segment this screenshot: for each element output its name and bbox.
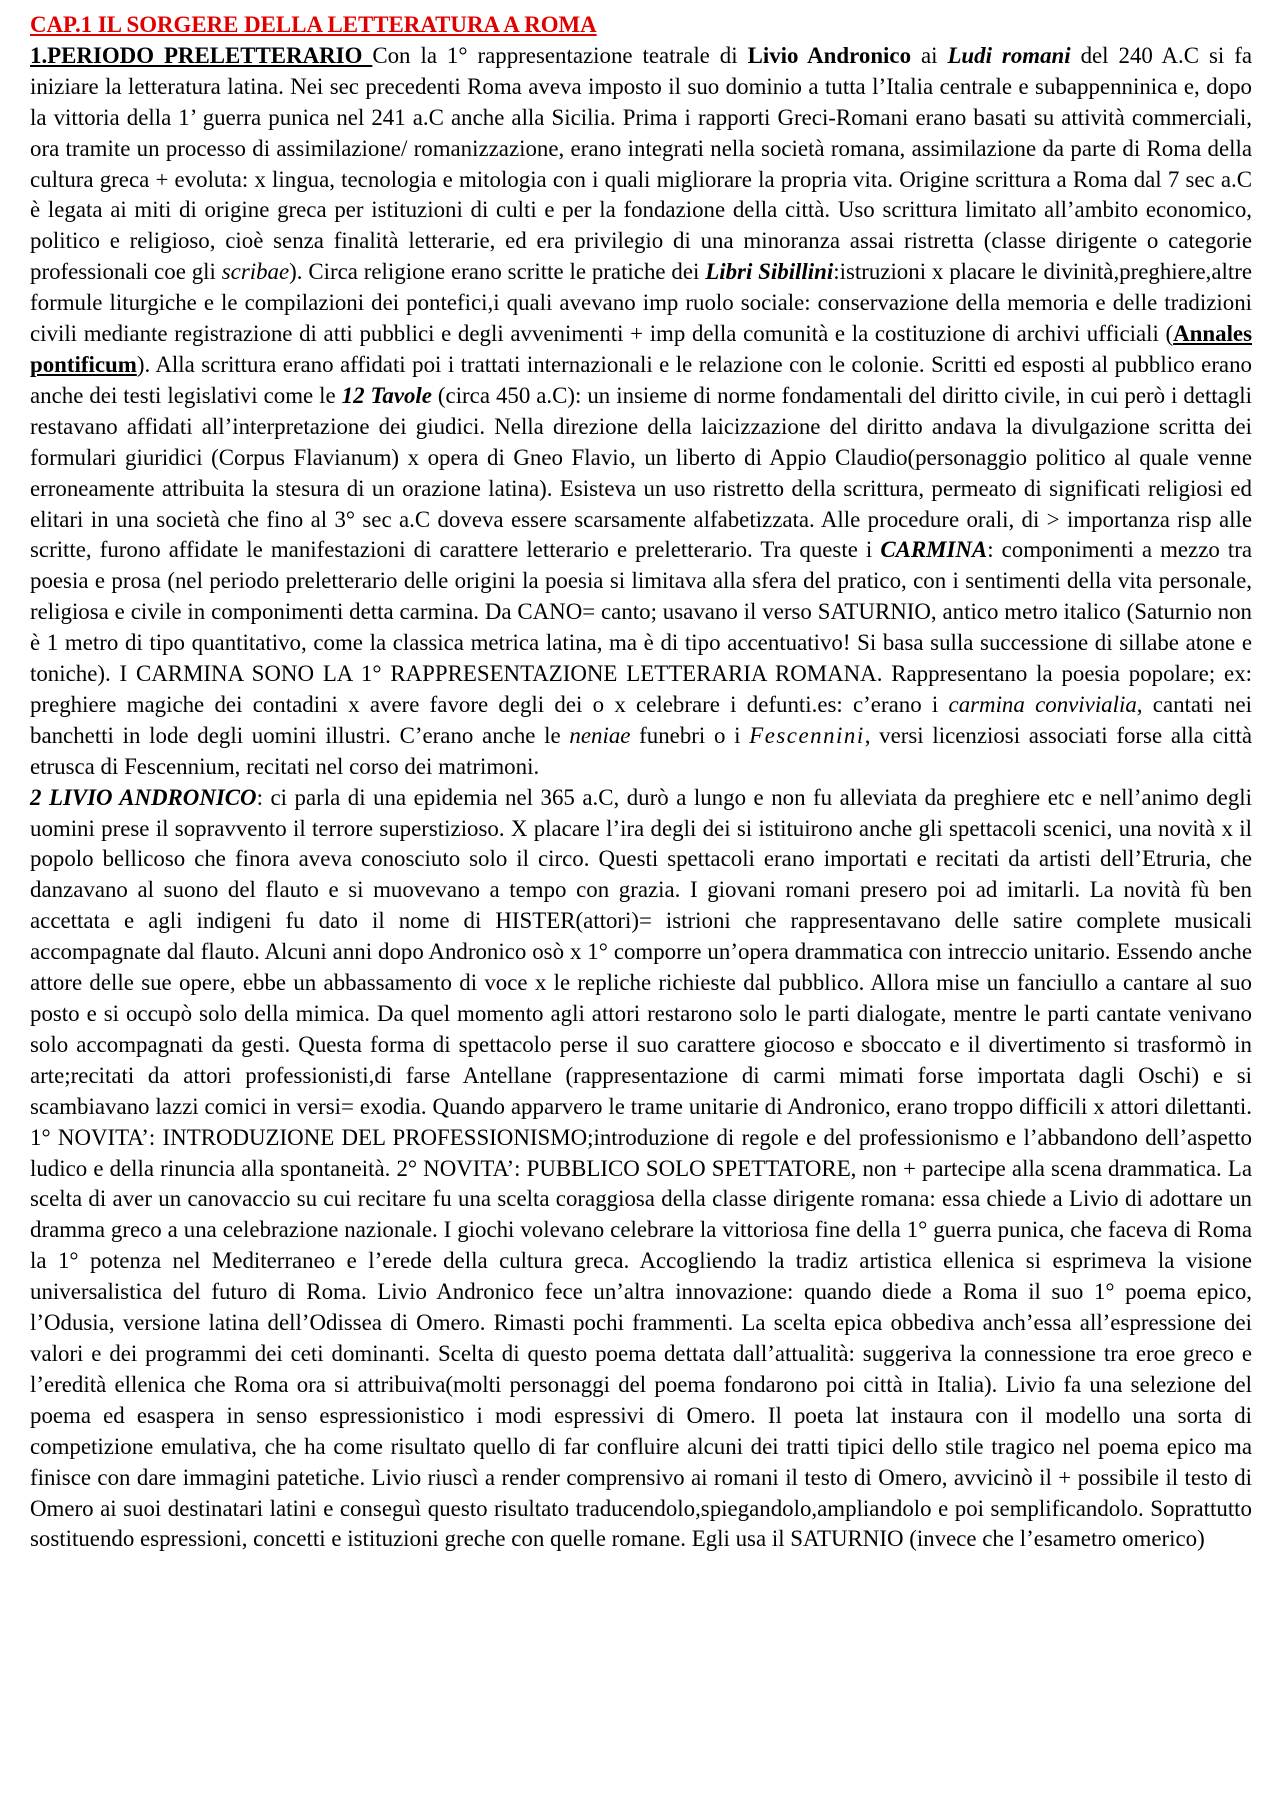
chapter-title: CAP.1 IL SORGERE DELLA LETTERATURA A ROMA — [30, 12, 597, 37]
term-12-tavole: 12 Tavole — [341, 382, 432, 408]
section-1-heading: 1.PERIODO PRELETTERARIO — [30, 42, 373, 68]
term-scribae: scribae — [221, 259, 290, 285]
section-2-heading: 2 LIVIO ANDRONICO — [30, 784, 257, 810]
text-run: ). Circa religione erano scritte le pratiche dei — [289, 259, 706, 285]
text-run: Con la 1° rappresentazione teatrale di — [372, 42, 748, 68]
section-2-paragraph — [30, 783, 1252, 1556]
text-run: funebri o i — [630, 722, 750, 748]
term-carmina-convivialia: carmina convivialia — [948, 691, 1137, 717]
text-run: ai — [911, 42, 948, 68]
document-page — [30, 10, 1252, 1555]
term-carmina: CARMINA — [880, 537, 988, 563]
text-run: : componimenti a mezzo tra poesia e prosa (nel periodo preletterario delle origini la poesia si limitava alla sfera del pratico, con i sentimenti della vita personale, religiosa e civile in componimenti detta carmina. Da CANO= canto; usavano il verso SATURNIO, antico metro italico (Saturnio non è 1 metro di tipo quantitativo, come la classica metrica latina, ma è di tipo accentuativo! Si basa sulla successione di sillabe atone e toniche). I CARMINA SONO LA 1° RAPPRESENTAZIONE LETTERARIA ROMANA. Rappresentano la poesia popolare; ex: preghiere magiche dei contadini x avere favore degli dei o x celebrare i defunti.es: c’erano i — [30, 537, 1252, 717]
text-run: , versi licenziosi associati forse alla città etrusca di Fescennium, recitati nel corso dei matrimoni. — [30, 722, 1253, 779]
term-ludi-romani: Ludi romani — [947, 42, 1071, 68]
text-run: (circa 450 a.C): un insieme di norme fondamentali del diritto civile, in cui però i dettagli restavano affidati all’interpretazione dei giudici. Nella direzione della laicizzazione del diritto andava la divulgazione scritta dei formulari giuridici (Corpus Flavianum) x opera di Gneo Flavio, un liberto di Appio Claudio(personaggio politico al quale venne erroneamente attribuita la stesura di un orazione latina). Esisteva un uso ristretto della scrittura, permeato di significati religiosi ed elitari in una società che fino al 3° sec a.C doveva essere scarsamente alfabetizzata. Alle procedure orali, di > importanza risp alle scritte, furono affidate le manifestazioni di carattere letterario e preletterario. Tra queste i — [30, 382, 1252, 563]
text-run: : ci parla di una epidemia nel 365 a.C, durò a lungo e non fu alleviata da preghiere etc e nell’animo degli uomini prese il sopravvento il terrore superstizioso. X placare l’ira degli dei si istituirono anche gli spettacoli scenici, una novità x il popolo bellicoso che finora aveva conosciuto solo il circo. Questi spettacoli erano importati e recitati da artisti dell’Etruria, che danzavano al suono del flauto e si muovevano a tempo con grazia. I giovani romani presero poi ad imitarli. La novità fù ben accettata e agli indigeni fu dato il nome di HISTER(attori)= istrioni che rappresentavano delle satire complete musicali accompagnate dal flauto. Alcuni anni dopo Andronico osò x 1° comporre un’opera drammatica con intreccio unitario. Essendo anche attore delle sue opere, ebbe un abbassamento di voce x le repliche richieste dal pubblico. Allora mise un fanciullo a cantare al suo posto e si occupò solo della mimica. Da quel momento agli attori restarono solo le parti dialogate, mentre le parti cantate venivano solo accompagnati da gesti. Questa forma di spettacolo perse il suo carattere giocoso e sboccato e il divertimento si trasformò in arte;recitati da attori professionisti,di farse Antellane (rappresentazione di carmi mimati forse importata dagli Oschi) e si scambiavano lazzi comici in versi= exodia. Quando apparvero le trame unitarie di Andronico, erano troppo difficili x attori dilettanti. 1° NOVITA’: INTRODUZIONE DEL PROFESSIONISMO;introduzione di regole e del professionismo e l’abbandono dell’aspetto ludico e della rinuncia alla spontaneità. 2° NOVITA’: PUBBLICO SOLO SPETTATORE, non + partecipe alla scena drammatica. La scelta di aver un canovaccio su cui recitare fu una scelta coraggiosa della classe dirigente romana: essa chiede a Livio di adottare un dramma greco a una celebrazione nazionale. I giochi volevano celebrare la vittoriosa fine della 1° guerra punica, che faceva di Roma la 1° potenza nel Mediterraneo e l’erede della cultura greca. Accogliendo la tradiz artistica ellenica si esprimeva la visione universalistica del futuro di Roma. Livio Andronico fece un’altra innovazione: quando diede a Roma il suo 1° poema epico, l’Odusia, versione latina dell’Odissea di Omero. Rimasti pochi frammenti. La scelta epica obbediva anch’essa all’espressione dei valori e dei programmi dei ceti dominanti. Scelta di questo poema dettata dall’attualità: suggeriva la connessione tra eroe greco e l’eredità ellenica che Roma ora si attribuiva(molti personaggi del poema fondarono poi città in Italia). Livio fa una selezione del poema ed esaspera in senso espressionistico i modi espressivi di Omero. Il poeta lat instaura con il modello una sorta di competizione emulativa, che ha come risultato quello di far confluire alcuni dei tratti tipici dello stile tragico nel poema epico ma finisce con dare immagini patetiche. Livio riuscì a render comprensivo ai romani il testo di Omero, avvicinò il + possibile il testo di Omero ai suoi destinatari latini e conseguì questo risultato traducendolo,spiegandolo,ampliandolo e poi semplificandolo. Soprattutto sostituendo espressioni, concetti e istituzioni greche con quelle romane. Egli usa il SATURNIO (invece che l’esametro omerico) — [30, 784, 1253, 1552]
text-run: , cantati nei banchetti in lode degli uomini illustri. C’erano anche le — [30, 691, 1253, 748]
section-1-paragraph — [30, 41, 1252, 783]
term-fescennini: Fescennini — [749, 722, 865, 748]
bold-term-livio-andronico: Livio Andronico — [747, 42, 912, 68]
term-annales-pontificum: Annales pontificum — [30, 321, 1252, 377]
text-run: :istruzioni x placare le divinità,preghiere,altre formule liturgiche e le compilazioni dei pontefici,i quali avevano imp ruolo sociale: conservazione della memoria e delle tradizioni civili mediante registrazione di atti pubblici e degli avvenimenti + imp della comunità e la costituzione di archivi ufficiali ( — [30, 259, 1252, 347]
term-neniae: neniae — [569, 722, 631, 748]
term-libri-sibillini: Libri Sibillini — [705, 259, 834, 285]
text-run: ). Alla scrittura erano affidati poi i trattati internazionali e le relazione con le colonie. Scritti ed esposti al pubblico erano anche dei testi legislativi come le — [30, 351, 1252, 408]
text-run: del 240 A.C si fa iniziare la letteratura latina. Nei sec precedenti Roma aveva imposto il suo dominio a tutta l’Italia centrale e subappenninica e, dopo la vittoria della 1’ guerra punica nel 241 a.C anche alla Sicilia. Prima i rapporti Greci-Romani erano basati su attività commerciali, ora tramite un processo di assimilazione/ romanizzazione, erano integrati nella società romana, assimilazione da parte di Roma della cultura greca + evoluta: x lingua, tecnologia e mitologia con i quali migliorare la propria vita. Origine scrittura a Roma dal 7 sec a.C è legata ai miti di origine greca per istituzioni di culti e per la fondazione della città. Uso scrittura limitato all’ambito economico, politico e religioso, cioè senza finalità letterarie, ed era privilegio di una minoranza assai ristretta (classe dirigente o categorie professionali coe gli — [30, 42, 1253, 285]
